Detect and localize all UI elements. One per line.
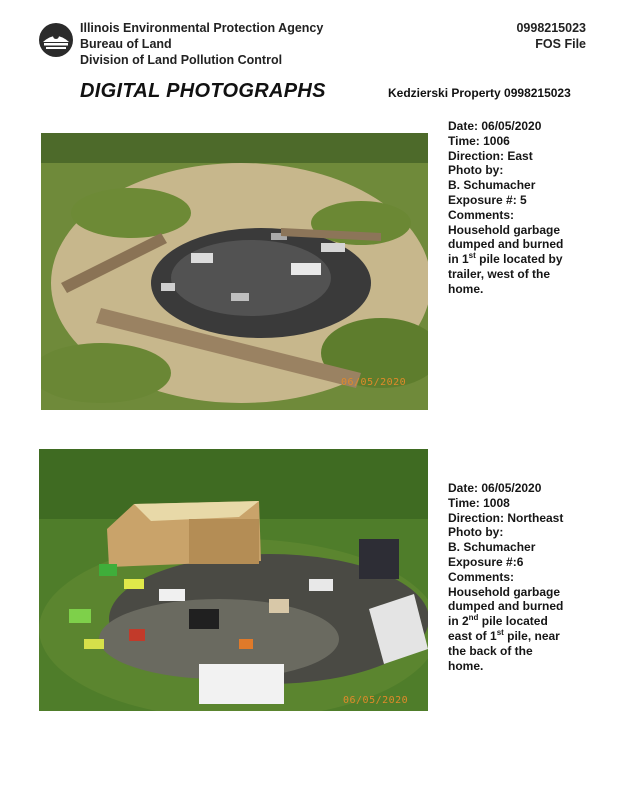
photo-1-ordinal-post: pile located by bbox=[475, 252, 563, 267]
photo-2-comment-line-2: dumped and burned bbox=[448, 599, 564, 614]
photo-2-mid-pre: east of 1 bbox=[448, 628, 497, 643]
photo-2-date-stamp: 06/05/2020 bbox=[343, 695, 409, 706]
division-name: Division of Land Pollution Control bbox=[80, 53, 283, 67]
photo-1-photographer: B. Schumacher bbox=[448, 178, 536, 193]
property-name: Kedzierski Property 0998215023 bbox=[388, 86, 571, 100]
photo-1-comment-line-2: dumped and burned bbox=[448, 237, 564, 252]
photo-1-comment-line-4: trailer, west of the bbox=[448, 266, 551, 281]
photo-2-comment-line-1: Household garbage bbox=[448, 584, 561, 599]
photo-2-date: Date: 06/05/2020 bbox=[448, 481, 542, 495]
bureau-name: Bureau of Land bbox=[80, 37, 172, 51]
photo-2-caption bbox=[448, 481, 598, 673]
photo-2-photo-by-label: Photo by: bbox=[448, 525, 504, 540]
photo-1-comment-line-5: home. bbox=[448, 281, 484, 296]
photo-1-ordinal-sup: st bbox=[468, 251, 476, 261]
agency-name: Illinois Environmental Protection Agency bbox=[80, 21, 324, 35]
photo-1-caption bbox=[448, 119, 598, 297]
agency-header bbox=[80, 20, 323, 68]
photo-1-date: Date: 06/05/2020 bbox=[448, 119, 542, 133]
photo-1-comment-line-3 bbox=[448, 252, 598, 267]
photo-2-mid-post: pile, near bbox=[503, 628, 560, 643]
document-title: DIGITAL PHOTOGRAPHS bbox=[80, 80, 326, 102]
photo-2-mid-sup: st bbox=[496, 627, 504, 637]
photo-2-comment-line-6: home. bbox=[448, 658, 484, 673]
photo-1-photo-by-label: Photo by: bbox=[448, 163, 504, 178]
photo-1-comment-line-1: Household garbage bbox=[448, 222, 561, 237]
photo-2-ordinal-sup: nd bbox=[468, 613, 479, 623]
photo-2-comment-line-5: the back of the bbox=[448, 643, 533, 658]
photo-2-direction: Direction: Northeast bbox=[448, 510, 564, 525]
photo-1-image bbox=[41, 133, 428, 410]
photo-1 bbox=[41, 133, 428, 410]
file-type: FOS File bbox=[535, 37, 586, 51]
photo-2-time: Time: 1008 bbox=[448, 495, 510, 510]
photo-2-ordinal-pre: in 2 bbox=[448, 614, 469, 629]
photo-2-comment-line-4 bbox=[448, 629, 598, 644]
photo-2-ordinal-post: pile located bbox=[478, 614, 548, 629]
photo-1-time: Time: 1006 bbox=[448, 133, 510, 148]
illinois-epa-logo-icon bbox=[38, 22, 74, 58]
photo-2-photographer: B. Schumacher bbox=[448, 540, 536, 555]
file-number: 0998215023 bbox=[516, 21, 586, 35]
photo-2-image bbox=[39, 449, 428, 711]
photo-2-comment-line-3 bbox=[448, 614, 598, 629]
file-info bbox=[516, 20, 586, 52]
photo-1-comments-label: Comments: bbox=[448, 207, 515, 222]
photo-1-exposure: Exposure #: 5 bbox=[448, 192, 527, 207]
photo-2 bbox=[39, 449, 428, 711]
photo-1-direction: Direction: East bbox=[448, 148, 533, 163]
photo-1-date-stamp: 06/05/2020 bbox=[341, 377, 407, 388]
photo-2-comments-label: Comments: bbox=[448, 569, 515, 584]
photo-2-exposure: Exposure #:6 bbox=[448, 554, 524, 569]
photo-1-ordinal-pre: in 1 bbox=[448, 252, 469, 267]
